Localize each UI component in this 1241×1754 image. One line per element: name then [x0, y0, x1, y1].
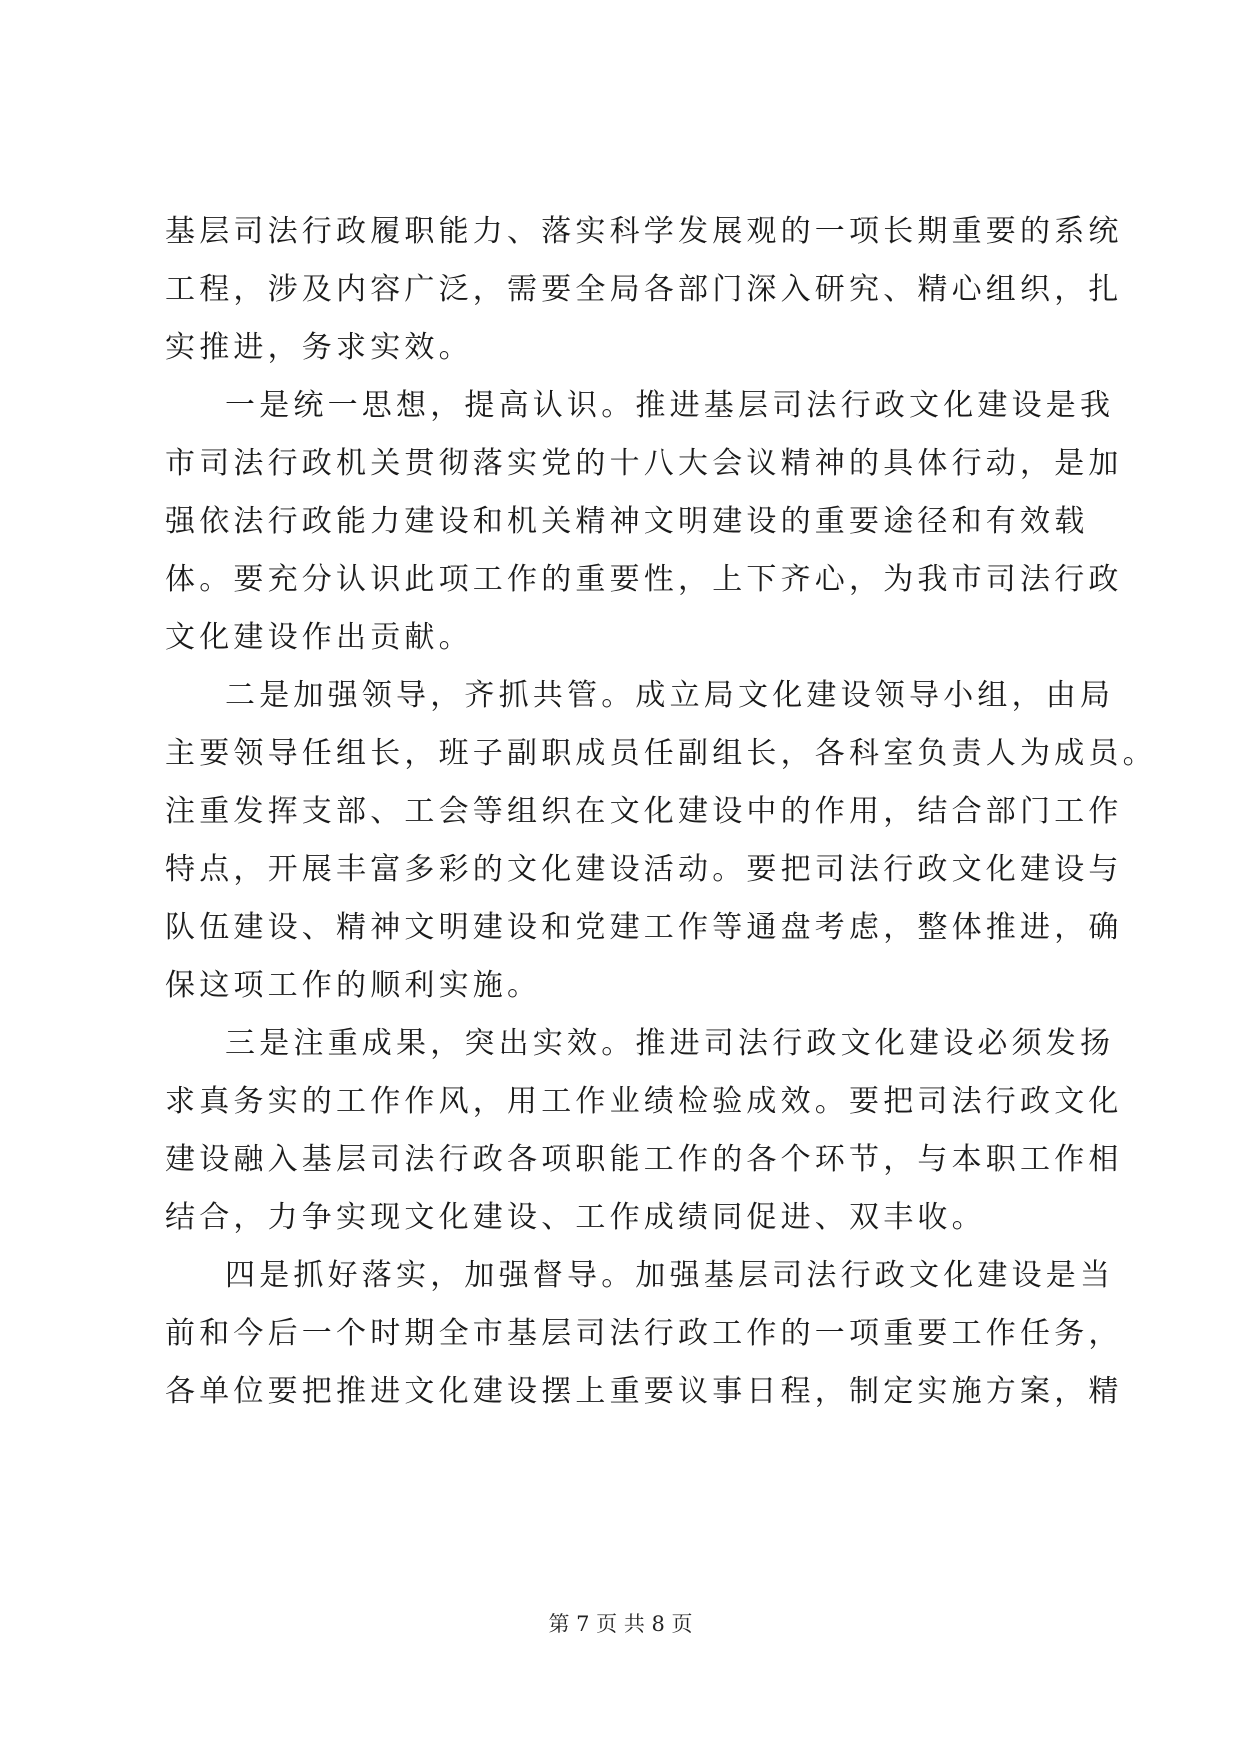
body-line: 文化建设作出贡献。	[165, 620, 473, 655]
body-line: 前和今后一个时期全市基层司法行政工作的一项重要工作任务，	[165, 1316, 1123, 1351]
body-line: 特点，开展丰富多彩的文化建设活动。要把司法行政文化建设与	[165, 852, 1123, 887]
paragraph-first-line: 一是统一思想，提高认识。推进基层司法行政文化建设是我	[225, 388, 1115, 423]
body-line: 各单位要把推进文化建设摆上重要议事日程，制定实施方案，精	[165, 1374, 1123, 1409]
body-line: 实推进，务求实效。	[165, 330, 473, 365]
body-line: 建设融入基层司法行政各项职能工作的各个环节，与本职工作相	[165, 1142, 1123, 1177]
paragraph-first-line: 三是注重成果，突出实效。推进司法行政文化建设必须发扬	[225, 1026, 1115, 1061]
body-line: 体。要充分认识此项工作的重要性，上下齐心，为我市司法行政	[165, 562, 1123, 597]
body-line: 基层司法行政履职能力、落实科学发展观的一项长期重要的系统	[165, 214, 1123, 249]
body-line: 结合，力争实现文化建设、工作成绩同促进、双丰收。	[165, 1200, 986, 1235]
page-number-footer: 第 7 页 共 8 页	[548, 1612, 693, 1636]
body-line: 注重发挥支部、工会等组织在文化建设中的作用，结合部门工作	[165, 794, 1123, 829]
body-line: 求真务实的工作作风，用工作业绩检验成效。要把司法行政文化	[165, 1084, 1123, 1119]
body-line: 保这项工作的顺利实施。	[165, 968, 542, 1003]
body-line: 队伍建设、精神文明建设和党建工作等通盘考虑，整体推进，确	[165, 910, 1123, 945]
paragraph-first-line: 四是抓好落实，加强督导。加强基层司法行政文化建设是当	[225, 1258, 1115, 1293]
paragraph-first-line: 二是加强领导，齐抓共管。成立局文化建设领导小组，由局	[225, 678, 1115, 713]
body-line: 强依法行政能力建设和机关精神文明建设的重要途径和有效载	[165, 504, 1089, 539]
body-line: 主要领导任组长，班子副职成员任副组长，各科室负责人为成员。	[165, 736, 1157, 771]
body-line: 市司法行政机关贯彻落实党的十八大会议精神的具体行动，是加	[165, 446, 1123, 481]
body-line: 工程，涉及内容广泛，需要全局各部门深入研究、精心组织，扎	[165, 272, 1123, 307]
